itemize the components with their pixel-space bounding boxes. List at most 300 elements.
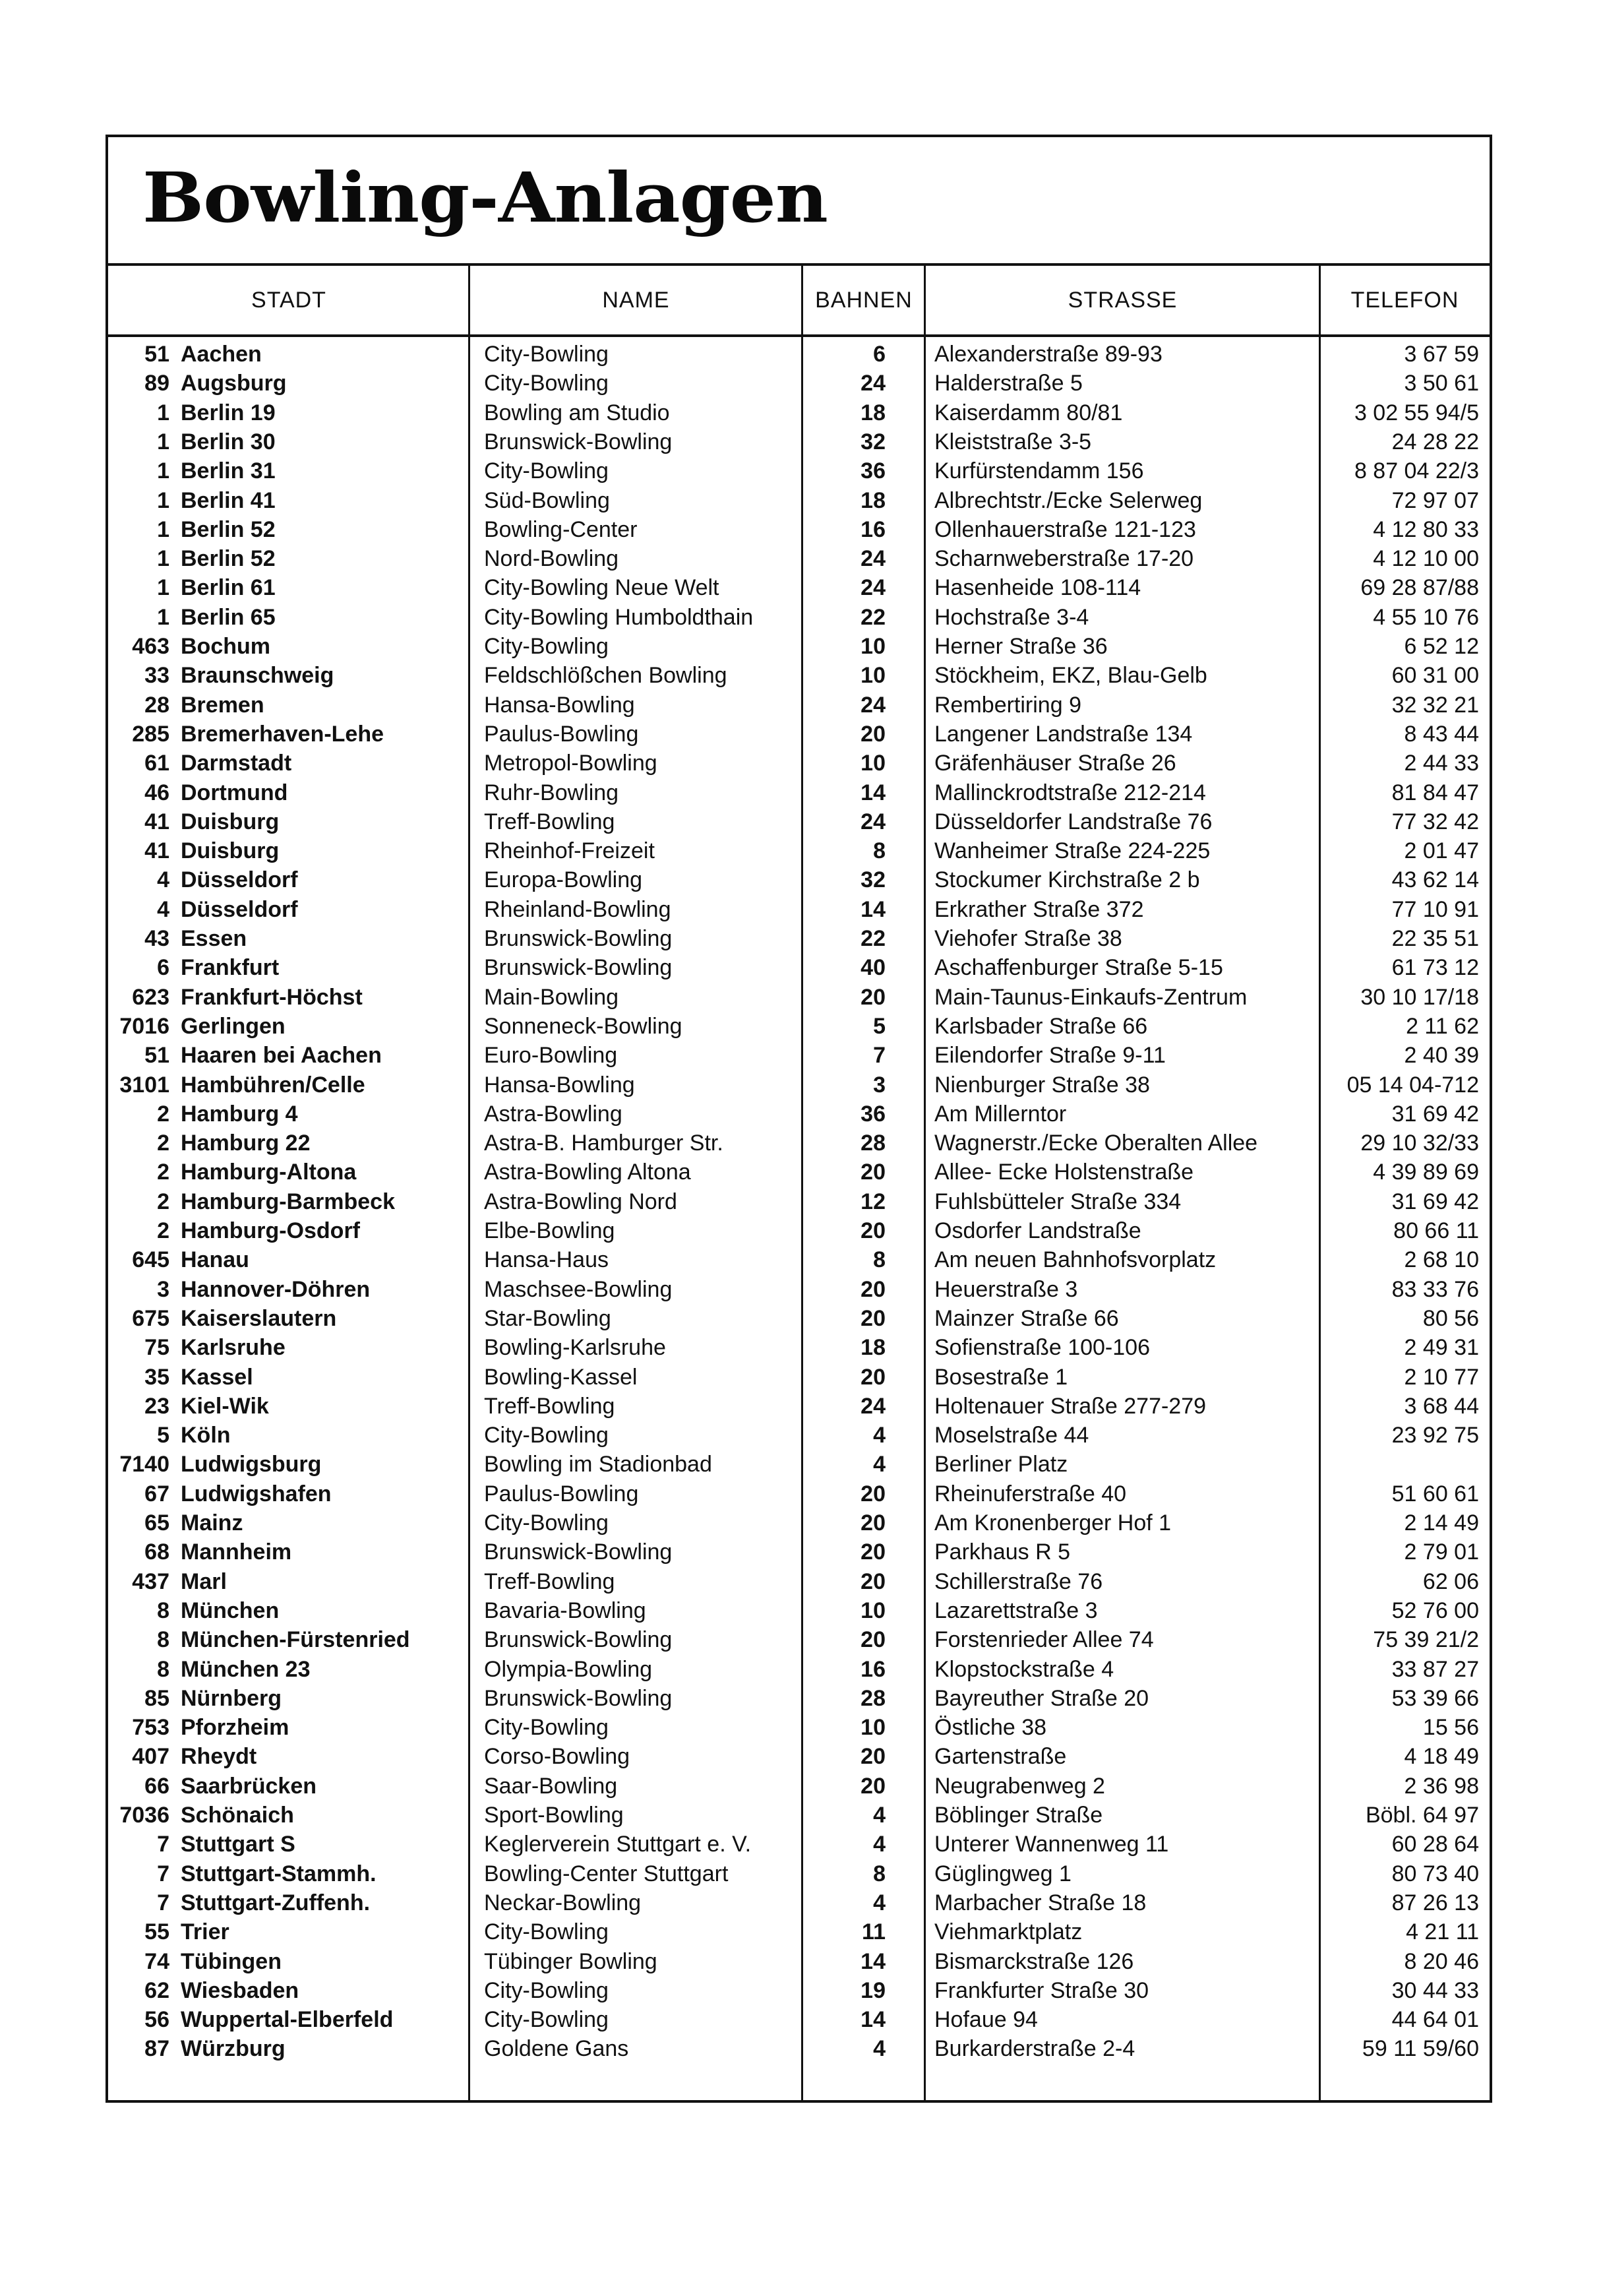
lane-count: 20 xyxy=(861,984,886,1010)
city: Saarbrücken xyxy=(181,1773,317,1799)
postal-code: 1 xyxy=(157,429,169,454)
venue-name: Olympia-Bowling xyxy=(484,1656,653,1682)
venue-name: Paulus-Bowling xyxy=(484,1481,639,1506)
street-address: Ollenhauerstraße 121-123 xyxy=(934,516,1196,542)
table-row xyxy=(108,749,1490,778)
phone-number: 52 76 00 xyxy=(1391,1598,1479,1623)
street-address: Aschaffenburger Straße 5-15 xyxy=(934,955,1223,981)
phone-number: 2 44 33 xyxy=(1404,751,1479,776)
postal-code: 2 xyxy=(157,1101,169,1127)
street-address: Mainzer Straße 66 xyxy=(934,1305,1119,1331)
column-header-bahnen: BAHNEN xyxy=(815,287,913,313)
street-address: Kaiserdamm 80/81 xyxy=(934,400,1123,425)
table-row xyxy=(108,720,1490,749)
postal-code: 437 xyxy=(132,1568,169,1594)
venue-name: Brunswick-Bowling xyxy=(484,1685,673,1711)
city: Hambühren/Celle xyxy=(181,1072,365,1098)
city: Braunschweig xyxy=(181,663,334,689)
street-address: Langener Landstraße 134 xyxy=(934,721,1193,747)
phone-number: 81 84 47 xyxy=(1391,780,1479,805)
street-address: Allee- Ecke Holstenstraße xyxy=(934,1160,1194,1185)
phone-number: 33 87 27 xyxy=(1391,1656,1479,1682)
city: Dortmund xyxy=(181,780,288,805)
lane-count: 20 xyxy=(861,1160,886,1185)
city: Pforzheim xyxy=(181,1715,289,1741)
venue-name: Goldene Gans xyxy=(484,2036,629,2062)
lane-count: 16 xyxy=(861,1656,886,1682)
postal-code: 1 xyxy=(157,400,169,425)
table-row xyxy=(108,895,1490,924)
phone-number: 80 66 11 xyxy=(1393,1218,1479,1243)
city: Mainz xyxy=(181,1510,243,1536)
table-row xyxy=(108,983,1490,1012)
venue-name: Saar-Bowling xyxy=(484,1773,618,1799)
table-row xyxy=(108,1976,1490,2005)
city: Stuttgart S xyxy=(181,1832,295,1857)
city: Berlin 41 xyxy=(181,487,276,513)
street-address: Hochstraße 3-4 xyxy=(934,604,1089,630)
venue-name: City-Bowling xyxy=(484,1510,609,1536)
phone-number: 30 10 17/18 xyxy=(1360,984,1479,1010)
street-address: Böblinger Straße xyxy=(934,1803,1103,1828)
city: Frankfurt xyxy=(181,955,280,981)
postal-code: 7016 xyxy=(119,1013,169,1039)
city: Hannover-Döhren xyxy=(181,1276,371,1302)
phone-number: 05 14 04-712 xyxy=(1346,1072,1479,1098)
table-row xyxy=(108,1070,1490,1100)
postal-code: 645 xyxy=(132,1247,169,1273)
city: Bremerhaven-Lehe xyxy=(181,721,384,747)
postal-code: 23 xyxy=(144,1393,169,1419)
table-row xyxy=(108,1392,1490,1421)
postal-code: 7036 xyxy=(119,1803,169,1828)
phone-number: 4 21 11 xyxy=(1406,1919,1479,1945)
postal-code: 87 xyxy=(144,2036,169,2062)
postal-code: 89 xyxy=(144,371,169,396)
city: Darmstadt xyxy=(181,751,292,776)
lane-count: 4 xyxy=(873,2036,886,2062)
city: Hamburg-Altona xyxy=(181,1160,357,1185)
lane-count: 22 xyxy=(861,604,886,630)
table-row xyxy=(108,836,1490,865)
city: Berlin 19 xyxy=(181,400,276,425)
city: Hamburg-Barmbeck xyxy=(181,1189,395,1214)
street-address: Alexanderstraße 89-93 xyxy=(934,342,1163,367)
phone-number: 2 10 77 xyxy=(1404,1364,1479,1390)
street-address: Scharnweberstraße 17-20 xyxy=(934,546,1194,572)
street-address: Unterer Wannenweg 11 xyxy=(934,1832,1169,1857)
city: Bochum xyxy=(181,634,270,659)
table-row xyxy=(108,1421,1490,1450)
postal-code: 675 xyxy=(132,1305,169,1331)
phone-number: 2 40 39 xyxy=(1404,1043,1479,1069)
city: Ludwigshafen xyxy=(181,1481,332,1506)
lane-count: 20 xyxy=(861,1539,886,1565)
lane-count: 10 xyxy=(861,634,886,659)
city: Berlin 52 xyxy=(181,546,276,572)
city: Rheydt xyxy=(181,1744,257,1770)
table-row xyxy=(108,427,1490,456)
phone-number: 4 55 10 76 xyxy=(1373,604,1479,630)
phone-number: 60 31 00 xyxy=(1391,663,1479,689)
city: Wiesbaden xyxy=(181,1977,299,2003)
lane-count: 10 xyxy=(861,1715,886,1741)
street-address: Marbacher Straße 18 xyxy=(934,1890,1147,1915)
lane-count: 24 xyxy=(861,809,886,834)
table-row xyxy=(108,1245,1490,1274)
phone-number: 2 49 31 xyxy=(1404,1335,1479,1361)
lane-count: 32 xyxy=(861,867,886,893)
lane-count: 40 xyxy=(861,955,886,981)
phone-number: 59 11 59/60 xyxy=(1362,2036,1479,2062)
venue-name: Keglerverein Stuttgart e. V. xyxy=(484,1832,752,1857)
phone-number: 2 68 10 xyxy=(1404,1247,1479,1273)
venue-name: Metropol-Bowling xyxy=(484,751,657,776)
street-address: Hasenheide 108-114 xyxy=(934,575,1141,601)
table-row xyxy=(108,1655,1490,1684)
lane-count: 20 xyxy=(861,1481,886,1506)
table-row xyxy=(108,573,1490,602)
lane-count: 24 xyxy=(861,371,886,396)
city: Tübingen xyxy=(181,1948,282,1974)
table-row xyxy=(108,2034,1490,2063)
table-row xyxy=(108,1100,1490,1129)
street-address: Rheinuferstraße 40 xyxy=(934,1481,1127,1506)
lane-count: 6 xyxy=(873,342,886,367)
lane-count: 24 xyxy=(861,1393,886,1419)
lane-count: 5 xyxy=(873,1013,886,1039)
postal-code: 66 xyxy=(144,1773,169,1799)
phone-number: 29 10 32/33 xyxy=(1360,1131,1479,1156)
phone-number: 8 87 04 22/3 xyxy=(1354,458,1479,484)
column-header-stadt: STADT xyxy=(251,287,326,313)
table-row xyxy=(108,1917,1490,1946)
lane-count: 14 xyxy=(861,780,886,805)
table-row xyxy=(108,1947,1490,1976)
table-row xyxy=(108,1742,1490,1771)
postal-code: 55 xyxy=(144,1919,169,1945)
venue-name: City-Bowling xyxy=(484,2007,609,2033)
table-row xyxy=(108,1859,1490,1888)
city: Frankfurt-Höchst xyxy=(181,984,363,1010)
table-row xyxy=(108,1041,1490,1070)
street-address: Klopstockstraße 4 xyxy=(934,1656,1114,1682)
lane-count: 8 xyxy=(873,1861,886,1886)
venue-name: Hansa-Bowling xyxy=(484,1072,635,1098)
table-row xyxy=(108,369,1490,398)
table-row xyxy=(108,1129,1490,1158)
lane-count: 4 xyxy=(873,1832,886,1857)
lane-count: 10 xyxy=(861,663,886,689)
lane-count: 20 xyxy=(861,721,886,747)
lane-count: 3 xyxy=(873,1072,886,1098)
street-address: Heuerstraße 3 xyxy=(934,1276,1078,1302)
table-row xyxy=(108,691,1490,720)
phone-number: 24 28 22 xyxy=(1391,429,1479,454)
postal-code: 7 xyxy=(157,1890,169,1915)
city: Berlin 31 xyxy=(181,458,276,484)
lane-count: 11 xyxy=(862,1919,886,1945)
lane-count: 16 xyxy=(861,516,886,542)
table-row xyxy=(108,632,1490,661)
lane-count: 20 xyxy=(861,1218,886,1243)
table-row xyxy=(108,1830,1490,1859)
phone-number: 8 20 46 xyxy=(1404,1948,1479,1974)
postal-code: 43 xyxy=(144,926,169,951)
lane-count: 4 xyxy=(873,1803,886,1828)
street-address: Kurfürstendamm 156 xyxy=(934,458,1144,484)
venue-name: City-Bowling xyxy=(484,634,609,659)
street-address: Parkhaus R 5 xyxy=(934,1539,1070,1565)
venue-name: Treff-Bowling xyxy=(484,1568,615,1594)
phone-number: 87 26 13 xyxy=(1391,1890,1479,1915)
street-address: Holtenauer Straße 277-279 xyxy=(934,1393,1207,1419)
venue-name: Hansa-Bowling xyxy=(484,692,635,718)
column-header-name: NAME xyxy=(602,287,670,313)
postal-code: 41 xyxy=(144,809,169,834)
lane-count: 8 xyxy=(873,1247,886,1273)
postal-code: 2 xyxy=(157,1218,169,1243)
venue-name: Europa-Bowling xyxy=(484,867,643,893)
city: München xyxy=(181,1598,280,1623)
postal-code: 65 xyxy=(144,1510,169,1536)
table-row xyxy=(108,1713,1490,1742)
postal-code: 285 xyxy=(132,721,169,747)
table-row xyxy=(108,953,1490,982)
city: Essen xyxy=(181,926,247,951)
table-row xyxy=(108,544,1490,573)
phone-number: 31 69 42 xyxy=(1391,1189,1479,1214)
postal-code: 35 xyxy=(144,1364,169,1390)
phone-number: 43 62 14 xyxy=(1391,867,1479,893)
phone-number: 8 43 44 xyxy=(1404,721,1479,747)
postal-code: 7 xyxy=(157,1832,169,1857)
postal-code: 1 xyxy=(157,575,169,601)
street-address: Rembertiring 9 xyxy=(934,692,1081,718)
lane-count: 20 xyxy=(861,1276,886,1302)
postal-code: 62 xyxy=(144,1977,169,2003)
city: Karlsruhe xyxy=(181,1335,286,1361)
city: Kaiserslautern xyxy=(181,1305,337,1331)
postal-code: 1 xyxy=(157,458,169,484)
table-row xyxy=(108,1275,1490,1304)
postal-code: 67 xyxy=(144,1481,169,1506)
postal-code: 2 xyxy=(157,1189,169,1214)
phone-number: 44 64 01 xyxy=(1391,2007,1479,2033)
city: Berlin 30 xyxy=(181,429,276,454)
column-header-strasse: STRASSE xyxy=(1068,287,1178,313)
street-address: Wagnerstr./Ecke Oberalten Allee xyxy=(934,1131,1258,1156)
bowling-directory-table xyxy=(106,135,1492,2103)
venue-name: Bowling-Karlsruhe xyxy=(484,1335,666,1361)
city: Schönaich xyxy=(181,1803,294,1828)
venue-name: City-Bowling xyxy=(484,342,609,367)
venue-name: Corso-Bowling xyxy=(484,1744,630,1770)
street-address: Mallinckrodtstraße 212-214 xyxy=(934,780,1206,805)
table-row xyxy=(108,1801,1490,1830)
venue-name: City-Bowling xyxy=(484,458,609,484)
title-box xyxy=(108,137,1490,266)
street-address: Östliche 38 xyxy=(934,1715,1047,1741)
postal-code: 1 xyxy=(157,546,169,572)
venue-name: Paulus-Bowling xyxy=(484,721,639,747)
table-row xyxy=(108,340,1490,369)
lane-count: 24 xyxy=(861,546,886,572)
street-address: Eilendorfer Straße 9-11 xyxy=(934,1043,1166,1069)
city: Hamburg 4 xyxy=(181,1101,298,1127)
venue-name: City-Bowling xyxy=(484,1977,609,2003)
phone-number: 31 69 42 xyxy=(1391,1101,1479,1127)
postal-code: 56 xyxy=(144,2007,169,2033)
city: Ludwigsburg xyxy=(181,1452,322,1477)
table-header xyxy=(108,266,1490,337)
venue-name: Elbe-Bowling xyxy=(484,1218,615,1243)
lane-count: 10 xyxy=(861,751,886,776)
lane-count: 20 xyxy=(861,1364,886,1390)
phone-number: 62 06 xyxy=(1422,1568,1479,1594)
lane-count: 28 xyxy=(861,1131,886,1156)
street-address: Sofienstraße 100-106 xyxy=(934,1335,1150,1361)
city: Duisburg xyxy=(181,838,280,864)
column-header-telefon: TELEFON xyxy=(1350,287,1459,313)
phone-number: 53 39 66 xyxy=(1391,1685,1479,1711)
phone-number: 83 33 76 xyxy=(1391,1276,1479,1302)
city: Aachen xyxy=(181,342,262,367)
venue-name: Brunswick-Bowling xyxy=(484,926,673,951)
street-address: Gräfenhäuser Straße 26 xyxy=(934,751,1176,776)
postal-code: 3 xyxy=(157,1276,169,1302)
street-address: Hofaue 94 xyxy=(934,2007,1038,2033)
venue-name: Treff-Bowling xyxy=(484,1393,615,1419)
lane-count: 20 xyxy=(861,1744,886,1770)
phone-number: 30 44 33 xyxy=(1391,1977,1479,2003)
lane-count: 7 xyxy=(873,1043,886,1069)
street-address: Main-Taunus-Einkaufs-Zentrum xyxy=(934,984,1248,1010)
table-row xyxy=(108,1450,1490,1479)
table-row xyxy=(108,807,1490,836)
table-row xyxy=(108,1537,1490,1567)
city: Berlin 61 xyxy=(181,575,276,601)
phone-number: 77 32 42 xyxy=(1391,809,1479,834)
street-address: Viehofer Straße 38 xyxy=(934,926,1122,951)
venue-name: Rheinhof-Freizeit xyxy=(484,838,655,864)
postal-code: 46 xyxy=(144,780,169,805)
postal-code: 51 xyxy=(144,342,169,367)
city: Trier xyxy=(181,1919,229,1945)
street-address: Bismarckstraße 126 xyxy=(934,1948,1134,1974)
table-row xyxy=(108,2005,1490,2034)
postal-code: 8 xyxy=(157,1627,169,1653)
postal-code: 7 xyxy=(157,1861,169,1886)
phone-number: 3 02 55 94/5 xyxy=(1354,400,1479,425)
table-row xyxy=(108,1187,1490,1216)
venue-name: City-Bowling xyxy=(484,1423,609,1448)
street-address: Am neuen Bahnhofsvorplatz xyxy=(934,1247,1217,1273)
table-row xyxy=(108,1012,1490,1041)
table-row xyxy=(108,661,1490,690)
phone-number: 72 97 07 xyxy=(1391,487,1479,513)
street-address: Stöckheim, EKZ, Blau-Gelb xyxy=(934,663,1207,689)
page-title: Bowling-Anlagen xyxy=(142,157,828,238)
venue-name: Astra-Bowling xyxy=(484,1101,622,1127)
postal-code: 1 xyxy=(157,487,169,513)
lane-count: 14 xyxy=(861,1948,886,1974)
lane-count: 20 xyxy=(861,1305,886,1331)
venue-name: City-Bowling Humboldthain xyxy=(484,604,754,630)
postal-code: 753 xyxy=(132,1715,169,1741)
postal-code: 85 xyxy=(144,1685,169,1711)
venue-name: Bowling am Studio xyxy=(484,400,670,425)
street-address: Berliner Platz xyxy=(934,1452,1068,1477)
street-address: Forstenrieder Allee 74 xyxy=(934,1627,1154,1653)
table-row xyxy=(108,1158,1490,1187)
city: Marl xyxy=(181,1568,227,1594)
postal-code: 4 xyxy=(157,867,169,893)
city: Stuttgart-Zuffenh. xyxy=(181,1890,371,1915)
city: Hamburg 22 xyxy=(181,1131,311,1156)
postal-code: 4 xyxy=(157,896,169,922)
city: Berlin 65 xyxy=(181,604,276,630)
table-row xyxy=(108,778,1490,807)
venue-name: Main-Bowling xyxy=(484,984,619,1010)
lane-count: 14 xyxy=(861,2007,886,2033)
lane-count: 10 xyxy=(861,1598,886,1623)
phone-number: 22 35 51 xyxy=(1391,926,1479,951)
venue-name: Brunswick-Bowling xyxy=(484,1627,673,1653)
venue-name: Astra-Bowling Altona xyxy=(484,1160,691,1185)
phone-number: 61 73 12 xyxy=(1391,955,1479,981)
phone-number: Böbl. 64 97 xyxy=(1365,1803,1479,1828)
phone-number: 2 01 47 xyxy=(1404,838,1479,864)
city: Gerlingen xyxy=(181,1013,286,1039)
street-address: Neugrabenweg 2 xyxy=(934,1773,1105,1799)
table-row xyxy=(108,456,1490,485)
table-row xyxy=(108,1567,1490,1596)
phone-number: 60 28 64 xyxy=(1391,1832,1479,1857)
venue-name: Brunswick-Bowling xyxy=(484,955,673,981)
postal-code: 5 xyxy=(157,1423,169,1448)
city: Düsseldorf xyxy=(181,867,298,893)
city: Hamburg-Osdorf xyxy=(181,1218,360,1243)
city: Hanau xyxy=(181,1247,249,1273)
postal-code: 68 xyxy=(144,1539,169,1565)
venue-name: Bowling-Kassel xyxy=(484,1364,638,1390)
phone-number: 77 10 91 xyxy=(1391,896,1479,922)
venue-name: Sport-Bowling xyxy=(484,1803,624,1828)
postal-code: 75 xyxy=(144,1335,169,1361)
venue-name: Bowling-Center xyxy=(484,516,638,542)
venue-name: Bowling im Stadionbad xyxy=(484,1452,712,1477)
city: Düsseldorf xyxy=(181,896,298,922)
phone-number: 23 92 75 xyxy=(1391,1423,1479,1448)
street-address: Herner Straße 36 xyxy=(934,634,1108,659)
postal-code: 74 xyxy=(144,1948,169,1974)
phone-number: 4 39 89 69 xyxy=(1373,1160,1479,1185)
postal-code: 407 xyxy=(132,1744,169,1770)
postal-code: 61 xyxy=(144,751,169,776)
phone-number: 4 18 49 xyxy=(1404,1744,1479,1770)
city: Mannheim xyxy=(181,1539,292,1565)
table-row xyxy=(108,398,1490,427)
street-address: Güglingweg 1 xyxy=(934,1861,1072,1886)
lane-count: 36 xyxy=(861,1101,886,1127)
lane-count: 24 xyxy=(861,575,886,601)
postal-code: 3101 xyxy=(119,1072,169,1098)
lane-count: 20 xyxy=(861,1627,886,1653)
table-row xyxy=(108,1684,1490,1713)
city: München 23 xyxy=(181,1656,311,1682)
street-address: Schillerstraße 76 xyxy=(934,1568,1103,1594)
